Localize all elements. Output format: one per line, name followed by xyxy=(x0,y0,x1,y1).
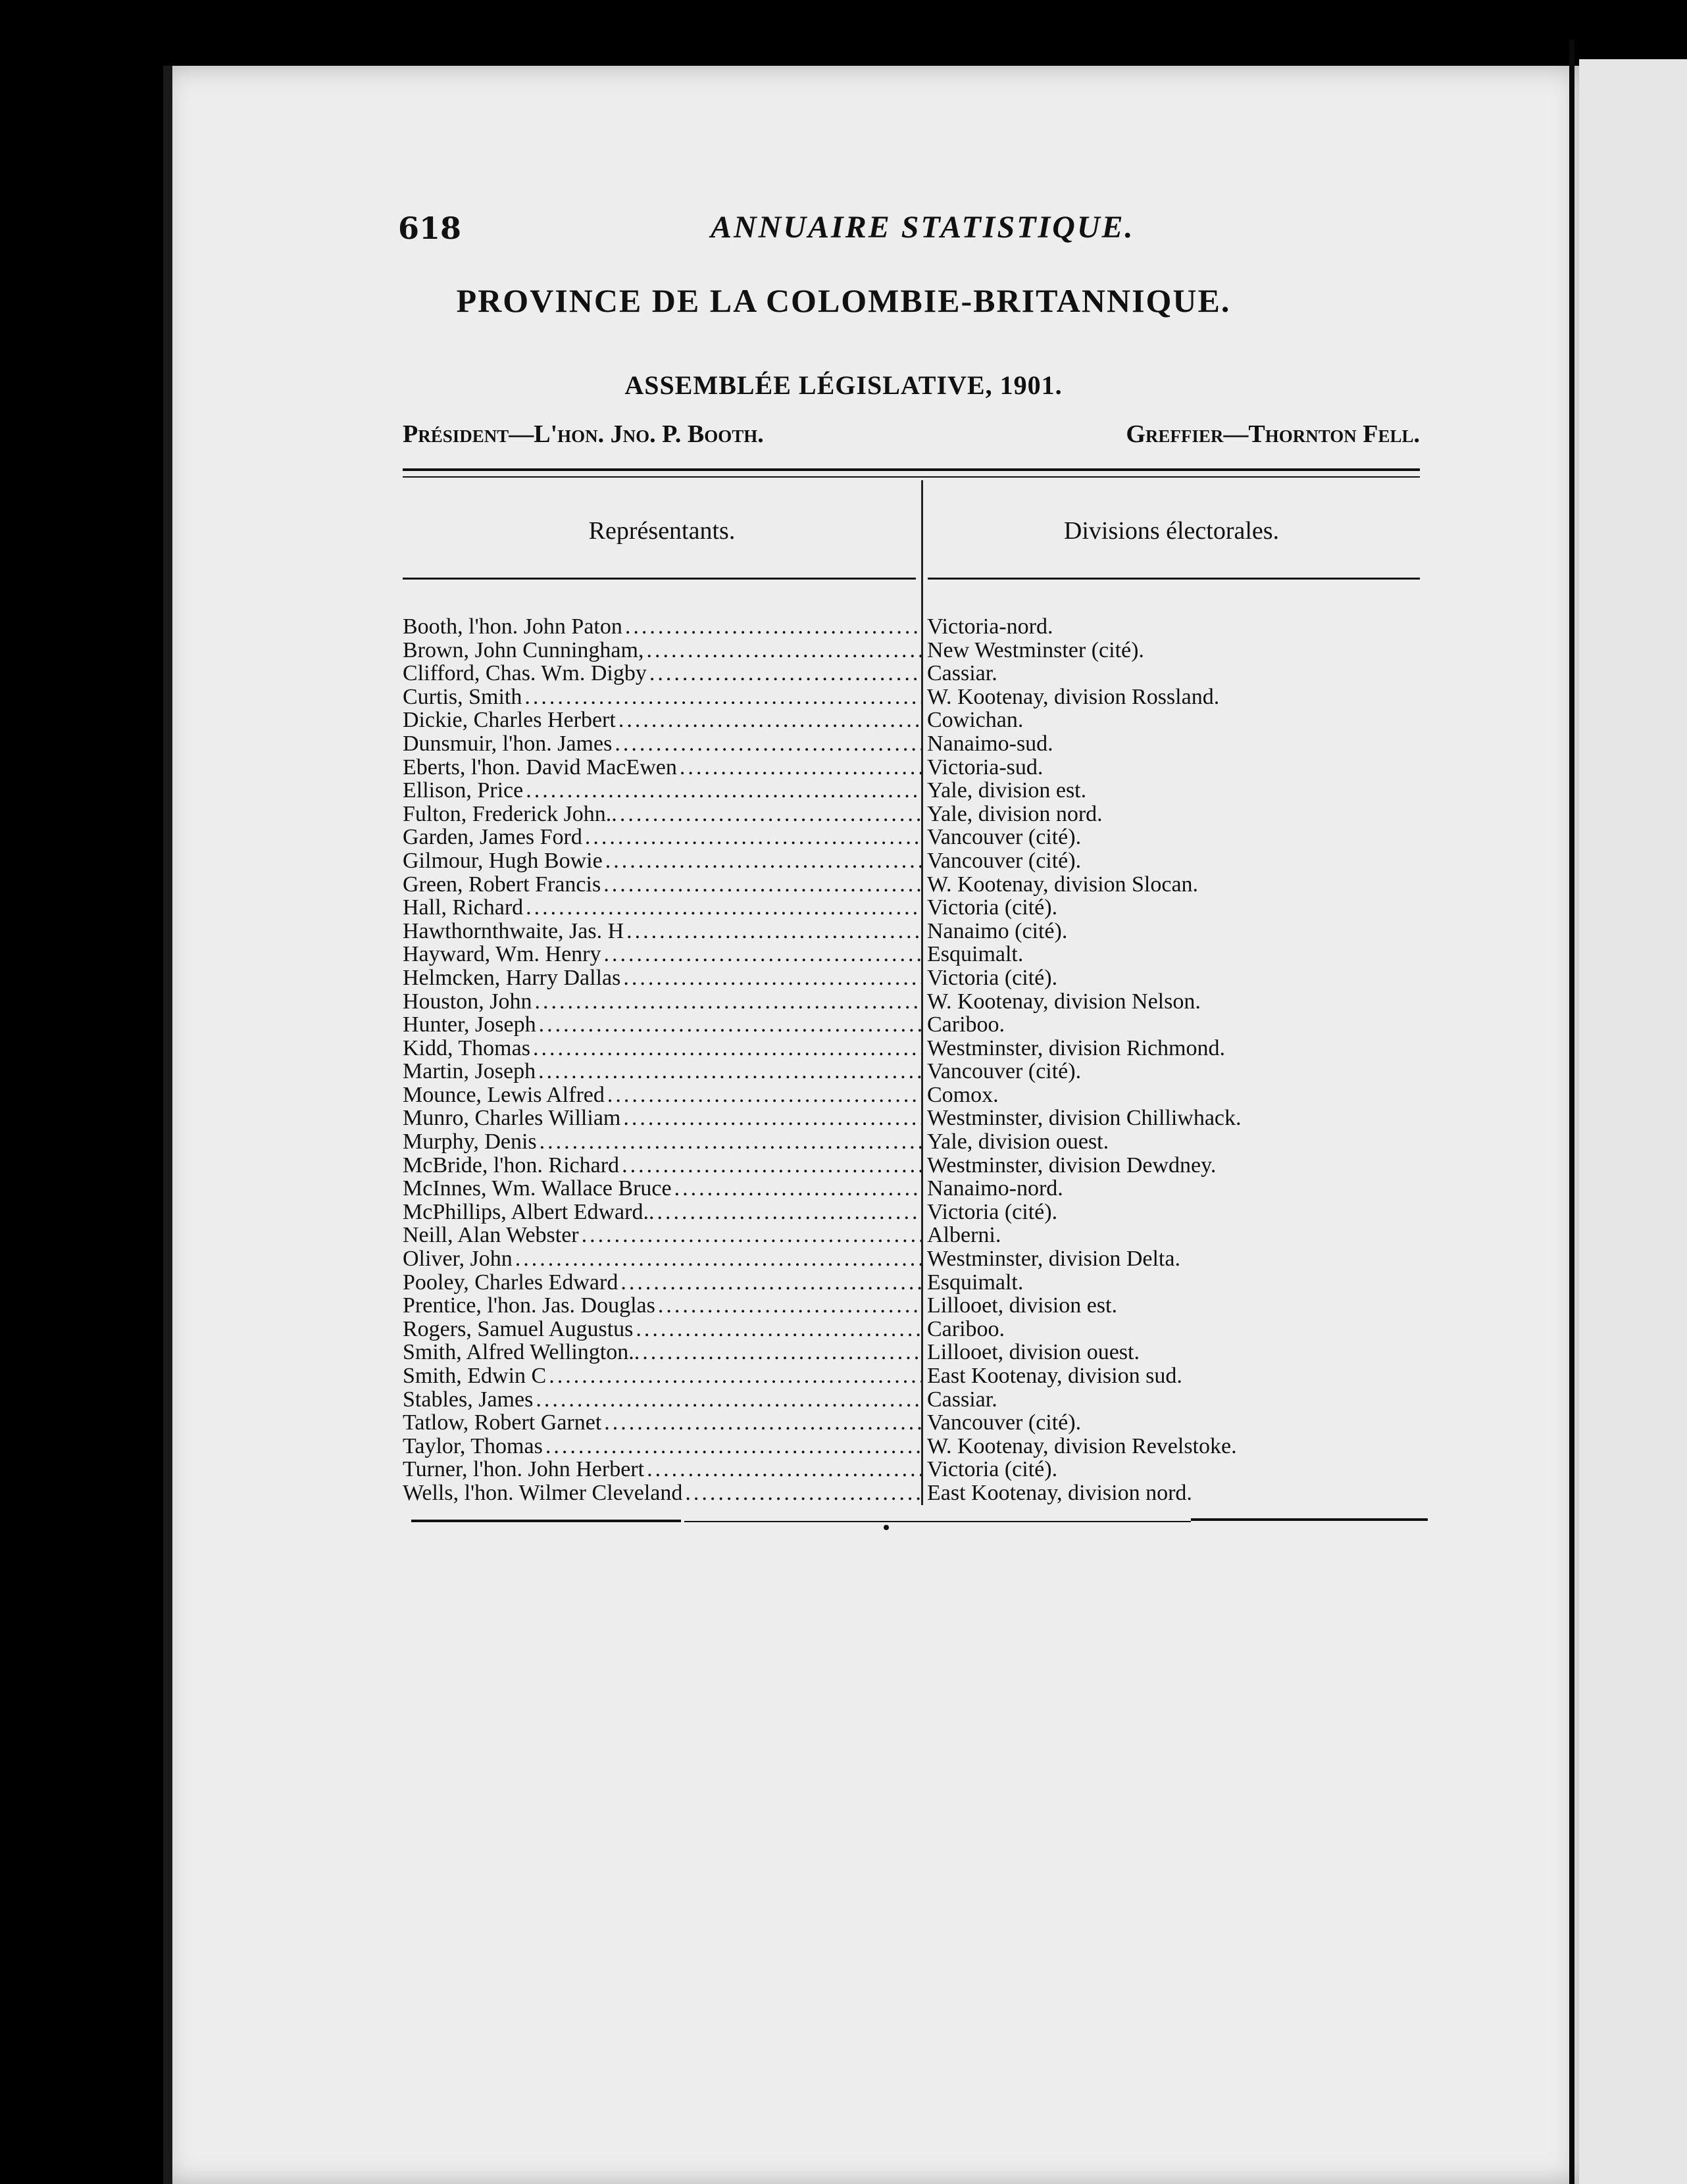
cell-separator xyxy=(921,1341,923,1364)
representative-name: Helmcken, Harry Dallas xyxy=(403,966,621,990)
representative-cell xyxy=(403,1201,921,1224)
representative-cell xyxy=(403,639,921,662)
electoral-division: Cassiar. xyxy=(927,1387,997,1412)
cell-separator xyxy=(921,1294,923,1318)
table-row xyxy=(403,685,1429,709)
electoral-division: W. Kootenay, division Rossland. xyxy=(927,684,1220,709)
table-row xyxy=(403,966,1429,990)
representative-cell xyxy=(403,1013,921,1037)
table-row xyxy=(403,1083,1429,1107)
header-divisions: Divisions électorales. xyxy=(1063,517,1280,545)
cell-separator xyxy=(921,1106,923,1130)
representative-name: Martin, Joseph xyxy=(403,1060,536,1083)
leader-dots xyxy=(522,685,921,709)
representative-cell xyxy=(403,708,921,732)
leader-dots xyxy=(617,803,921,826)
electoral-division: Cassiar. xyxy=(927,661,997,686)
electoral-division: Cowichan. xyxy=(927,708,1024,733)
cell-separator xyxy=(921,966,923,990)
table-row xyxy=(403,1318,1429,1341)
table-row xyxy=(403,1201,1429,1224)
representative-cell xyxy=(403,1318,921,1341)
table-row xyxy=(403,708,1429,732)
representative-name: Tatlow, Robert Garnet xyxy=(403,1411,602,1435)
representative-name: Smith, Edwin C xyxy=(403,1364,547,1388)
electoral-division: Nanaimo (cité). xyxy=(927,918,1068,943)
leader-dots xyxy=(643,639,921,662)
representatives-table xyxy=(403,615,1429,1505)
electoral-division: Cariboo. xyxy=(927,1012,1005,1037)
cell-separator xyxy=(921,685,923,709)
representative-cell xyxy=(403,1177,921,1201)
representative-name: Hall, Richard xyxy=(403,896,524,920)
electoral-division: Nanaimo-nord. xyxy=(927,1176,1063,1201)
running-head: ANNUAIRE STATISTIQUE. xyxy=(711,210,1135,245)
representative-cell xyxy=(403,1037,921,1060)
leader-dots xyxy=(533,1388,921,1412)
representative-name: Turner, l'hon. John Herbert xyxy=(403,1458,645,1481)
leader-dots xyxy=(682,1481,921,1505)
representative-cell xyxy=(403,1130,921,1154)
leader-dots xyxy=(601,943,921,966)
cell-separator xyxy=(921,1458,923,1481)
cell-separator xyxy=(921,1177,923,1201)
representative-cell xyxy=(403,1083,921,1107)
cell-separator xyxy=(921,1435,923,1458)
table-row xyxy=(403,896,1429,920)
table-row xyxy=(403,615,1429,639)
table-row xyxy=(403,1037,1429,1060)
leader-dots xyxy=(523,779,921,803)
table-row xyxy=(403,920,1429,943)
electoral-division: Vancouver (cité). xyxy=(927,1410,1082,1435)
leader-dots xyxy=(655,1294,921,1318)
leader-dots xyxy=(603,849,921,873)
representative-name: Munro, Charles William xyxy=(403,1106,621,1131)
cell-separator xyxy=(921,1013,923,1037)
electoral-division: Victoria (cité). xyxy=(927,895,1058,920)
cell-separator xyxy=(921,1364,923,1388)
representative-cell xyxy=(403,943,921,966)
cell-separator xyxy=(921,1201,923,1224)
representative-name: Brown, John Cunningham, xyxy=(403,638,644,662)
representative-cell xyxy=(403,873,921,897)
table-row xyxy=(403,1060,1429,1083)
table-row xyxy=(403,1154,1429,1178)
representative-name: Gilmour, Hugh Bowie xyxy=(403,849,603,873)
leader-dots xyxy=(543,1435,921,1458)
table-row xyxy=(403,1247,1429,1271)
representative-name: Dickie, Charles Herbert xyxy=(403,708,616,732)
representative-cell xyxy=(403,1341,921,1364)
cell-separator xyxy=(921,779,923,803)
representative-cell xyxy=(403,1364,921,1388)
leader-dots xyxy=(536,1013,921,1037)
electoral-division: Yale, division nord. xyxy=(927,801,1103,826)
leader-dots xyxy=(523,896,921,920)
electoral-division: Lillooet, division est. xyxy=(927,1293,1117,1318)
leader-dots xyxy=(579,1224,921,1247)
representative-cell xyxy=(403,849,921,873)
bottom-rule-left xyxy=(411,1520,681,1522)
table-row xyxy=(403,849,1429,873)
representative-cell xyxy=(403,966,921,990)
leader-dots xyxy=(532,990,921,1014)
cell-separator xyxy=(921,1481,923,1505)
binding-gutter xyxy=(1569,39,1574,2184)
representative-cell xyxy=(403,1154,921,1178)
leader-dots xyxy=(644,1458,921,1481)
province-title: PROVINCE DE LA COLOMBIE-BRITANNIQUE. xyxy=(456,282,1231,319)
electoral-division: W. Kootenay, division Revelstoke. xyxy=(927,1433,1237,1458)
leader-dots xyxy=(654,1201,921,1224)
leader-dots xyxy=(647,662,921,685)
representative-name: Hayward, Wm. Henry xyxy=(403,943,601,966)
table-row xyxy=(403,1458,1429,1481)
representative-name: Green, Robert Francis xyxy=(403,872,601,897)
table-row xyxy=(403,943,1429,966)
table-row xyxy=(403,1294,1429,1318)
representative-name: Mounce, Lewis Alfred xyxy=(403,1083,605,1107)
electoral-division: Vancouver (cité). xyxy=(927,825,1082,850)
top-rule-thick xyxy=(403,468,1420,471)
electoral-division: Victoria-sud. xyxy=(927,755,1044,780)
cell-separator xyxy=(921,1037,923,1060)
representative-name: Murphy, Denis xyxy=(403,1130,537,1154)
representative-name: Eberts, l'hon. David MacEwen xyxy=(403,755,677,780)
printer-dot xyxy=(884,1525,889,1530)
table-row xyxy=(403,1341,1429,1364)
leader-dots xyxy=(672,1177,921,1201)
representative-name: Fulton, Frederick John.. xyxy=(403,802,617,826)
cell-separator xyxy=(921,990,923,1014)
representative-name: Dunsmuir, l'hon. James xyxy=(403,732,613,756)
header-rule-right xyxy=(928,578,1420,580)
representative-name: Garden, James Ford xyxy=(403,826,582,849)
representative-name: McPhillips, Albert Edward.. xyxy=(403,1200,655,1224)
electoral-division: Nanaimo-sud. xyxy=(927,731,1053,756)
representative-name: McInnes, Wm. Wallace Bruce xyxy=(403,1177,672,1201)
electoral-division: Victoria (cité). xyxy=(927,965,1058,990)
representative-name: Houston, John xyxy=(403,989,532,1014)
leader-dots xyxy=(601,1411,921,1435)
representative-name: Wells, l'hon. Wilmer Cleveland xyxy=(403,1481,683,1505)
table-row xyxy=(403,803,1429,826)
representative-name: Kidd, Thomas xyxy=(403,1036,530,1060)
leader-dots xyxy=(530,1037,921,1060)
representative-cell xyxy=(403,896,921,920)
cell-separator xyxy=(921,896,923,920)
leader-dots xyxy=(546,1364,921,1388)
representative-name: Curtis, Smith xyxy=(403,685,522,709)
table-row xyxy=(403,826,1429,849)
representative-cell xyxy=(403,662,921,685)
representative-name: Hunter, Joseph xyxy=(403,1013,536,1037)
table-row xyxy=(403,662,1429,685)
electoral-division: Lillooet, division ouest. xyxy=(927,1340,1140,1365)
electoral-division: Alberni. xyxy=(927,1223,1001,1248)
table-row xyxy=(403,1435,1429,1458)
leader-dots xyxy=(624,920,921,943)
representative-name: Ellison, Price xyxy=(403,779,524,803)
cell-separator xyxy=(921,826,923,849)
representative-name: Stables, James xyxy=(403,1387,534,1412)
cell-separator xyxy=(921,1060,923,1083)
cell-separator xyxy=(921,873,923,897)
cell-separator xyxy=(921,920,923,943)
representative-name: Rogers, Samuel Augustus xyxy=(403,1317,634,1341)
cell-separator xyxy=(921,1247,923,1271)
cell-separator xyxy=(921,803,923,826)
table-row xyxy=(403,1411,1429,1435)
leader-dots xyxy=(620,966,921,990)
electoral-division: Yale, division est. xyxy=(927,778,1087,803)
representative-name: Smith, Alfred Wellington.. xyxy=(403,1341,640,1364)
representative-cell xyxy=(403,1435,921,1458)
leader-dots xyxy=(582,826,921,849)
cell-separator xyxy=(921,1154,923,1178)
electoral-division: Esquimalt. xyxy=(927,1270,1024,1295)
page-number: 618 xyxy=(398,211,462,246)
table-row xyxy=(403,990,1429,1014)
leader-dots xyxy=(677,756,921,780)
cell-separator xyxy=(921,1318,923,1341)
cell-separator xyxy=(921,662,923,685)
representative-name: Prentice, l'hon. Jas. Douglas xyxy=(403,1294,655,1318)
representative-cell xyxy=(403,685,921,709)
representative-name: McBride, l'hon. Richard xyxy=(403,1153,620,1178)
representative-cell xyxy=(403,1106,921,1130)
leader-dots xyxy=(601,873,921,897)
president-label: Président—L'hon. Jno. P. Booth. xyxy=(403,420,764,448)
representative-cell xyxy=(403,1060,921,1083)
representative-cell xyxy=(403,1481,921,1505)
electoral-division: East Kootenay, division sud. xyxy=(927,1364,1182,1388)
representative-cell xyxy=(403,1247,921,1271)
representative-cell xyxy=(403,1224,921,1247)
electoral-division: W. Kootenay, division Nelson. xyxy=(927,989,1201,1014)
representative-name: Oliver, John xyxy=(403,1247,513,1271)
bottom-rule-thin xyxy=(684,1521,1191,1522)
table-row xyxy=(403,1481,1429,1505)
table-row xyxy=(403,1177,1429,1201)
cell-separator xyxy=(921,732,923,756)
electoral-division: Victoria (cité). xyxy=(927,1457,1058,1482)
representative-cell xyxy=(403,779,921,803)
representative-name: Booth, l'hon. John Paton xyxy=(403,615,622,639)
table-row xyxy=(403,1106,1429,1130)
electoral-division: Comox. xyxy=(927,1082,999,1107)
electoral-division: Vancouver (cité). xyxy=(927,1059,1082,1084)
table-row xyxy=(403,779,1429,803)
electoral-division: Westminster, division Chilliwhack. xyxy=(927,1106,1242,1131)
table-row xyxy=(403,639,1429,662)
representative-cell xyxy=(403,1294,921,1318)
cell-separator xyxy=(921,708,923,732)
leader-dots xyxy=(618,1271,921,1295)
electoral-division: Yale, division ouest. xyxy=(927,1129,1109,1154)
bottom-rule-right xyxy=(1191,1518,1428,1521)
electoral-division: W. Kootenay, division Slocan. xyxy=(927,872,1199,897)
representative-cell xyxy=(403,990,921,1014)
table-row xyxy=(403,873,1429,897)
leader-dots xyxy=(619,1154,921,1178)
top-rule-thin xyxy=(403,476,1420,478)
leader-dots xyxy=(622,615,921,639)
electoral-division: Esquimalt. xyxy=(927,942,1024,967)
representative-name: Clifford, Chas. Wm. Digby xyxy=(403,662,647,685)
electoral-division: Victoria-nord. xyxy=(927,614,1053,639)
table-row xyxy=(403,1364,1429,1388)
electoral-division: Westminster, division Delta. xyxy=(927,1247,1180,1272)
leader-dots xyxy=(513,1247,921,1271)
electoral-division: New Westminster (cité). xyxy=(927,637,1144,662)
table-row xyxy=(403,756,1429,780)
representative-cell xyxy=(403,756,921,780)
electoral-division: Westminster, division Dewdney. xyxy=(927,1153,1217,1178)
officers-line xyxy=(403,420,1420,449)
leader-dots xyxy=(605,1083,921,1107)
cell-separator xyxy=(921,615,923,639)
table-row xyxy=(403,1130,1429,1154)
leader-dots xyxy=(536,1060,921,1083)
electoral-division: Victoria (cité). xyxy=(927,1199,1058,1224)
table-row xyxy=(403,1013,1429,1037)
leader-dots xyxy=(537,1130,921,1154)
representative-name: Taylor, Thomas xyxy=(403,1434,543,1458)
cell-separator xyxy=(921,639,923,662)
cell-separator xyxy=(921,943,923,966)
representative-name: Hawthornthwaite, Jas. H xyxy=(403,919,624,943)
representative-cell xyxy=(403,920,921,943)
table-row xyxy=(403,1271,1429,1295)
cell-separator xyxy=(921,756,923,780)
greffier-label: Greffier—Thornton Fell. xyxy=(1126,420,1420,448)
representative-cell xyxy=(403,732,921,756)
cell-separator xyxy=(921,1388,923,1412)
table-row xyxy=(403,1388,1429,1412)
cell-separator xyxy=(921,1411,923,1435)
leader-dots xyxy=(616,708,921,732)
cell-separator xyxy=(921,1083,923,1107)
header-rule-left xyxy=(403,578,916,580)
cell-separator xyxy=(921,1224,923,1247)
representative-name: Neill, Alan Webster xyxy=(403,1224,579,1248)
representative-cell xyxy=(403,1411,921,1435)
electoral-division: Vancouver (cité). xyxy=(927,848,1082,873)
electoral-division: East Kootenay, division nord. xyxy=(927,1480,1192,1505)
table-row xyxy=(403,1224,1429,1247)
cell-separator xyxy=(921,849,923,873)
representative-cell xyxy=(403,1271,921,1295)
cell-separator xyxy=(921,1130,923,1154)
assembly-title: ASSEMBLÉE LÉGISLATIVE, 1901. xyxy=(624,370,1063,400)
leader-dots xyxy=(612,732,921,756)
representative-cell xyxy=(403,826,921,849)
electoral-division: Cariboo. xyxy=(927,1316,1005,1341)
leader-dots xyxy=(640,1341,921,1364)
representative-cell xyxy=(403,1458,921,1481)
representative-cell xyxy=(403,803,921,826)
representative-cell xyxy=(403,1388,921,1412)
leader-dots xyxy=(633,1318,921,1341)
leader-dots xyxy=(620,1106,921,1130)
electoral-division: Westminster, division Richmond. xyxy=(927,1035,1225,1060)
table-row xyxy=(403,732,1429,756)
cell-separator xyxy=(921,1271,923,1295)
header-representatives: Représentants. xyxy=(588,517,736,545)
representative-cell xyxy=(403,615,921,639)
representative-name: Pooley, Charles Edward xyxy=(403,1270,618,1295)
